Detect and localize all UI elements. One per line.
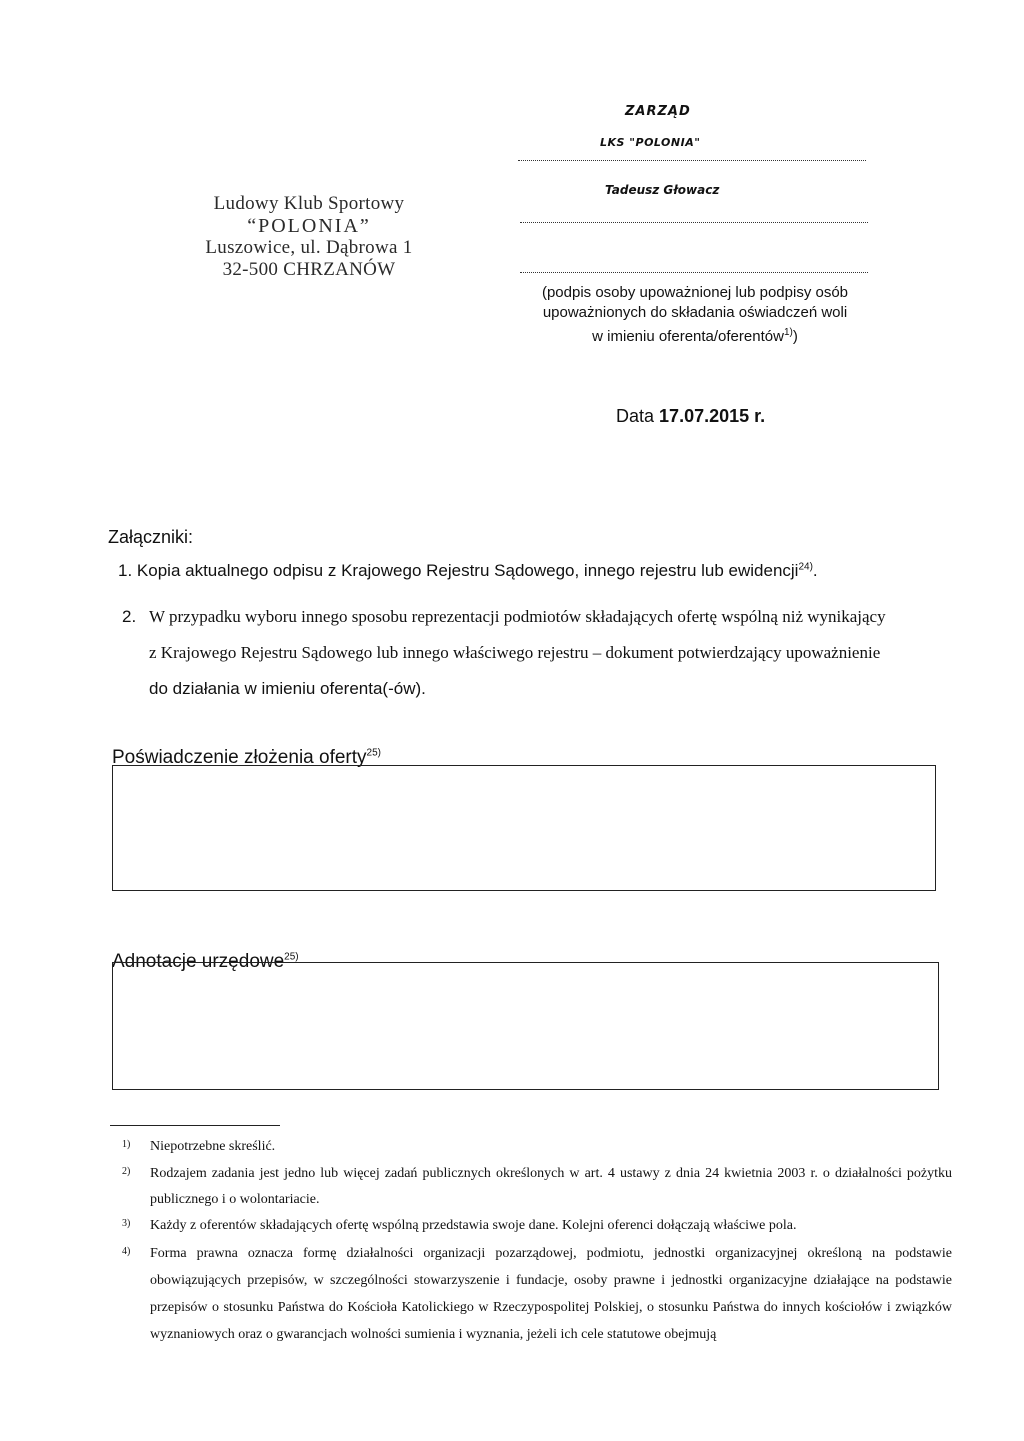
attachments-title: Załączniki: — [108, 527, 194, 547]
attachment-item-2 — [122, 599, 952, 707]
attachment-2-number: 2. — [122, 607, 137, 626]
signature-dotted-line-1 — [518, 160, 866, 161]
caption-close: ) — [792, 328, 798, 345]
date-value: 17.07.2015 r. — [659, 406, 766, 426]
footnote-3 — [122, 1213, 952, 1239]
receipt-footnote-ref: 25) — [366, 747, 381, 759]
date-line — [616, 406, 765, 427]
signature-caption-line-3 — [520, 323, 870, 347]
signature-caption-line-1: (podpis osoby upoważnionej lub podpisy osób — [541, 284, 849, 301]
stamp-line-3: Luszowice, ul. Dąbrowa 1 — [205, 237, 413, 258]
footnote-4-mark: 4) — [122, 1246, 131, 1257]
footnote-2 — [122, 1161, 952, 1213]
stamp-line-4: 32-500 CHRZANÓW — [222, 259, 396, 280]
footnote-2-text: Rodzajem zadania jest jedno lub więcej zadań publicznych określonych w art. 4 ustawy z dnia 24 kwietnia 2003 r. o działalności pożytku publicznego i o wolontariacie. — [150, 1166, 952, 1207]
attachment-2-line-2: z Krajowego Rejestru Sądowego lub innego właściwego rejestru – dokument potwierdzający upoważnienie — [149, 643, 881, 662]
caption-line-3-text: w imieniu oferenta/oferentów — [592, 328, 784, 345]
signer-name: Tadeusz Głowacz — [605, 183, 720, 197]
footnote-3-text: Każdy z oferentów składających ofertę wspólną przedstawia swoje dane. Kolejni oferenci dołączają właściwe pola. — [150, 1218, 797, 1233]
footnote-4 — [122, 1240, 952, 1348]
attachment-1-number: 1. — [118, 561, 133, 580]
signature-stamp-line-2: LKS "POLONIA" — [600, 136, 701, 149]
footnote-2-mark: 2) — [122, 1166, 131, 1177]
attachment-1-text: Kopia aktualnego odpisu z Krajowego Rejestru Sądowego, innego rejestru lub ewidencji — [136, 561, 799, 580]
caption-footnote-ref: 1) — [783, 327, 793, 338]
signature-dotted-line-3 — [520, 272, 868, 273]
official-annotations-box — [112, 962, 939, 1090]
footnote-separator — [110, 1125, 280, 1126]
attachment-2-line-3: do działania w imieniu oferenta(-ów). — [149, 679, 426, 698]
signature-caption — [520, 283, 870, 347]
receipt-box — [112, 765, 936, 891]
signature-caption-line-2: upoważnionych do składania oświadczeń woli — [542, 304, 848, 321]
date-label: Data — [616, 406, 655, 426]
attachment-2-text — [149, 599, 952, 707]
attachment-item-1 — [118, 561, 818, 581]
attachment-1-footnote-ref: 24) — [798, 561, 813, 573]
stamp-line-2: “POLONIA” — [247, 215, 371, 237]
footnote-3-mark: 3) — [122, 1218, 131, 1229]
signature-stamp-line-1: ZARZĄD — [625, 104, 691, 119]
attachment-2-line-1: W przypadku wyboru innego sposobu reprezentacji podmiotów składających ofertę wspólną niż wynikający — [149, 607, 886, 626]
stamp-line-1: Ludowy Klub Sportowy — [213, 193, 405, 214]
attachment-1-end: . — [812, 561, 818, 580]
receipt-label-text: Poświadczenie złożenia oferty — [112, 747, 367, 768]
organization-stamp — [189, 193, 429, 281]
footnote-4-text: Forma prawna oznacza formę działalności organizacji pozarządowej, podmiotu, jednostki organizacyjnej określoną na podstawie obowiązujących przepisów, w szczególności stowarzyszenie i fundacje, osoby prawne i jednostki organizacyjne działające na podstawie przepisów o stosunku Państwa do Kościoła Katolickiego w Rzeczypospolitej Polskiej, o stosunku Państwa do innych kościołów i związków wyznaniowych oraz o gwarancjach wolności sumienia i wyznania, jeżeli ich cele statutowe obejmują — [150, 1246, 952, 1342]
official-annotations-text: Adnotacje urzędowe — [112, 951, 285, 972]
signature-dotted-line-2 — [520, 222, 868, 223]
official-annotations-footnote-ref: 25) — [284, 951, 299, 963]
footnote-1 — [122, 1134, 952, 1160]
footnote-1-mark: 1) — [122, 1139, 131, 1150]
footnote-1-text: Niepotrzebne skreślić. — [150, 1139, 276, 1154]
